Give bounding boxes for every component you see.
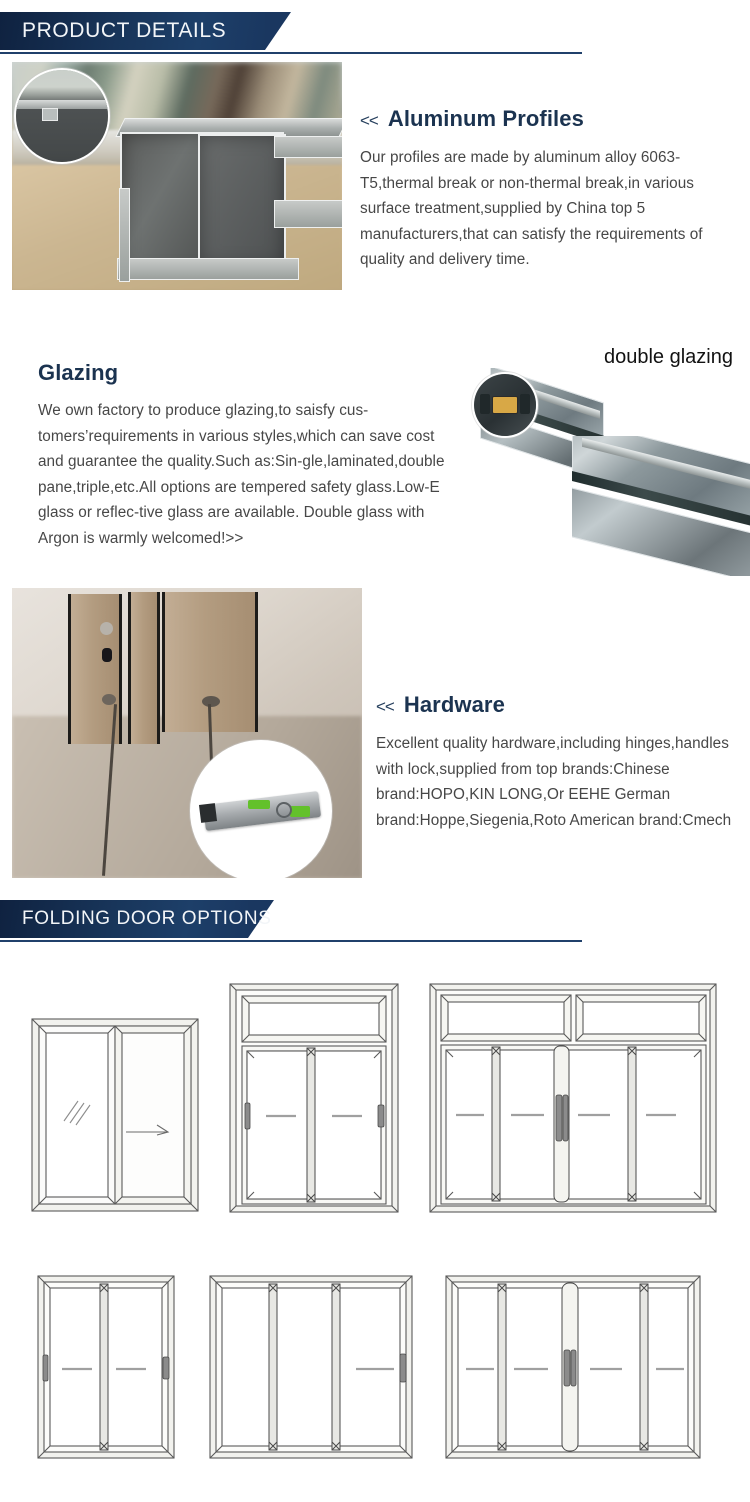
- glazing-body-text: We own factory to produce glazing,to saisfy cus-tomers’requirements in various styles,which can save cost and guarantee the quality.Such as:Sin-gle,laminated,double pane,triple,etc.All options are tempered safety glass.Low-E glass or reflec-tive glass are available. Double glass with Argon is warmly welcomed!>>: [38, 402, 445, 547]
- hardware-lock-green-tab-left: [248, 800, 270, 809]
- hardware-heading-row: [376, 692, 748, 718]
- aluminum-profile-chamber: [198, 134, 286, 268]
- door-option-1-diagram[interactable]: [30, 1017, 200, 1213]
- product-details-banner: [0, 12, 750, 58]
- aluminum-profile-left-wall: [119, 188, 130, 282]
- folding-door-options-banner-rule: [0, 940, 582, 942]
- hardware-lock-green-tab-right: [290, 806, 310, 817]
- door-option-2-diagram[interactable]: [228, 982, 400, 1214]
- double-glazing-label: double glazing: [604, 346, 733, 368]
- aluminum-section-text: [360, 106, 742, 273]
- product-details-banner-rule: [0, 52, 582, 54]
- hardware-lock-end-cap: [199, 803, 217, 823]
- glazing-heading: Glazing: [38, 360, 119, 385]
- door-option-6-handle: [564, 1350, 576, 1386]
- door-option-3-diagram[interactable]: [428, 982, 718, 1214]
- aluminum-heading: Aluminum Profiles: [387, 106, 584, 131]
- glazing-magnifier-icon: [472, 372, 538, 438]
- aluminum-profile-photo: [12, 62, 342, 290]
- glazing-section-text: [38, 360, 458, 551]
- hardware-body-text: Excellent quality hardware,including hinges,handles with lock,supplied from top brands:Chinese brand:HOPO,KIN LONG,Or EEHE German brand:Hoppe,Siegenia,Roto American brand:Cmech: [376, 735, 732, 829]
- hardware-heading: Hardware: [403, 692, 505, 717]
- aluminum-profile-upper-rail: [274, 136, 342, 158]
- aluminum-profile-lower-rail: [274, 200, 342, 228]
- hardware-photo: [12, 588, 362, 878]
- door-option-3-handle: [556, 1095, 568, 1141]
- aluminum-profile-magnifier-icon: [14, 68, 110, 164]
- double-glazing-large-photo: [572, 436, 750, 576]
- hardware-section-text: [376, 692, 748, 833]
- hardware-pivot-pin-icon: [100, 622, 113, 635]
- hardware-chevron-icon: <<: [376, 697, 394, 716]
- door-option-5-handle: [400, 1354, 406, 1382]
- hardware-track-slot-icon: [202, 696, 220, 707]
- hardware-magnifier-icon: [190, 740, 332, 878]
- door-option-2-folding-stile: [307, 1048, 315, 1202]
- folding-door-options-banner-label: FOLDING DOOR OPTIONS: [22, 908, 272, 929]
- aluminum-profile-base: [117, 258, 299, 280]
- folding-door-options-banner: [0, 900, 750, 946]
- hardware-door-stile-middle: [128, 592, 160, 744]
- aluminum-chevron-icon: <<: [360, 111, 378, 130]
- hardware-set-screw-icon: [102, 648, 112, 662]
- door-option-5-diagram[interactable]: [208, 1274, 414, 1460]
- door-option-6-diagram[interactable]: [444, 1274, 702, 1460]
- aluminum-body-text: Our profiles are made by aluminum alloy 6063-T5,thermal break or non-thermal break,in various surface treatment,supplied by China top 5 manufacturers,that can satisfy the requirements of quality and delivery time.: [360, 149, 703, 268]
- hardware-watermark-block: [254, 836, 318, 858]
- door-option-4-diagram[interactable]: [36, 1274, 176, 1460]
- aluminum-heading-row: [360, 106, 742, 132]
- product-details-banner-label: PRODUCT DETAILS: [22, 19, 227, 42]
- door-option-4-folding-stile: [100, 1284, 108, 1450]
